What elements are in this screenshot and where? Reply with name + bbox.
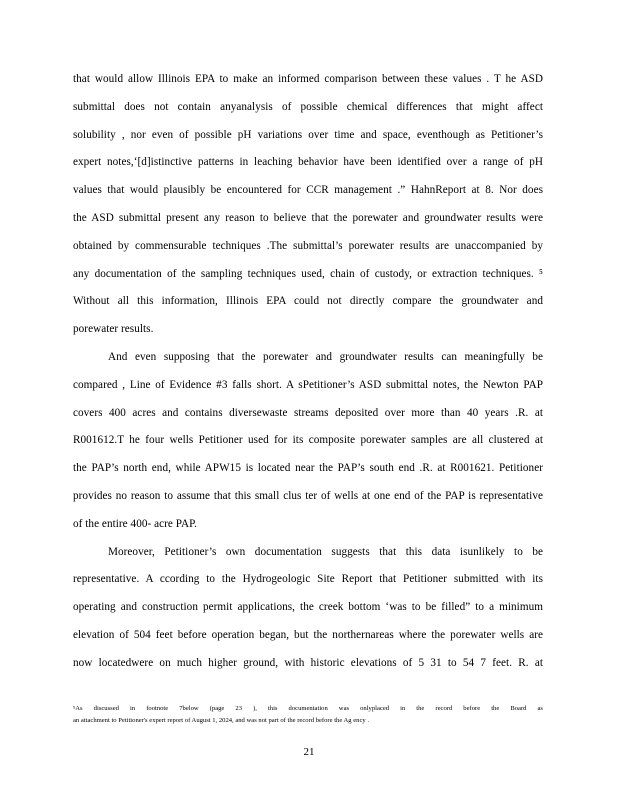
text-line: covers 400 acres and contains diversewaste streams deposited over more than 40 years .R. at xyxy=(73,406,543,419)
text-line: provides no reason to assume that this small clus ter of wells at one end of the PAP is representative xyxy=(73,489,543,502)
text-line: Moreover, Petitioner’s own documentation suggests that this data isunlikely to be xyxy=(108,545,543,558)
text-line: that would allow Illinois EPA to make an informed comparison between these values . T he ASD xyxy=(73,73,543,85)
text-line: values that would plausibly be encountered for CCR management .” HahnReport at 8. Nor does xyxy=(73,184,543,197)
text-line: expert notes,‘[d]istinctive patterns in leaching behavior have been identified over a range of pH xyxy=(73,156,543,169)
text-line: the ASD submittal present any reason to believe that the porewater and groundwater results were xyxy=(73,211,543,224)
text-line: compared , Line of Evidence #3 falls short. A sPetitioner’s ASD submittal notes, the Newton PAP xyxy=(73,378,543,391)
text-line: operating and construction permit applications, the creek bottom ‘was to be filled” to a minimum xyxy=(73,601,543,614)
body-text xyxy=(73,66,543,678)
text-line: Without all this information, Illinois EPA could not directly compare the groundwater and xyxy=(73,295,543,308)
paragraph-1 xyxy=(73,66,543,344)
text-line: obtained by commensurable techniques .The submittal’s porewater results are unaccompanied by xyxy=(73,239,543,252)
text-line: elevation of 504 feet before operation began, but the northernareas where the porewater wells are xyxy=(73,628,543,641)
text-line: submittal does not contain anyanalysis of possible chemical differences that might affect xyxy=(73,100,543,113)
text-line: now locatedwere on much higher ground, with historic elevations of 5 31 to 54 7 feet. R. at xyxy=(73,656,543,669)
paragraph-3 xyxy=(73,539,543,678)
footnote-line: an attachment to Petitioner's expert report of August 1, 2024, and was not part of the record before the Ag ency . xyxy=(73,716,369,724)
text-line: porewater results. xyxy=(73,323,154,336)
text-line: any documentation of the sampling techniques used, chain of custody, or extraction techniques. ⁵ xyxy=(73,267,543,280)
text-line: representative. A ccording to the Hydrogeologic Site Report that Petitioner submitted with its xyxy=(73,573,543,586)
text-line: the PAP’s north end, while APW15 is located near the PAP’s south end .R. at R001621. Petitioner xyxy=(73,462,543,475)
text-line: of the entire 400- acre PAP. xyxy=(73,517,198,530)
text-line: R001612.T he four wells Petitioner used for its composite porewater samples are all clustered at xyxy=(73,434,543,447)
page-number: 21 xyxy=(303,746,315,758)
footnote-line: ⁵As discussed in footnote 7below (page 23 ), this documentation was onlyplaced in the record before the Board as xyxy=(73,705,543,712)
text-line: And even supposing that the porewater and groundwater results can meaningfully be xyxy=(108,350,543,363)
text-line: solubility , nor even of possible pH variations over time and space, eventhough as Petitioner’s xyxy=(73,128,543,141)
footnote xyxy=(73,703,543,726)
paragraph-2 xyxy=(73,344,543,539)
